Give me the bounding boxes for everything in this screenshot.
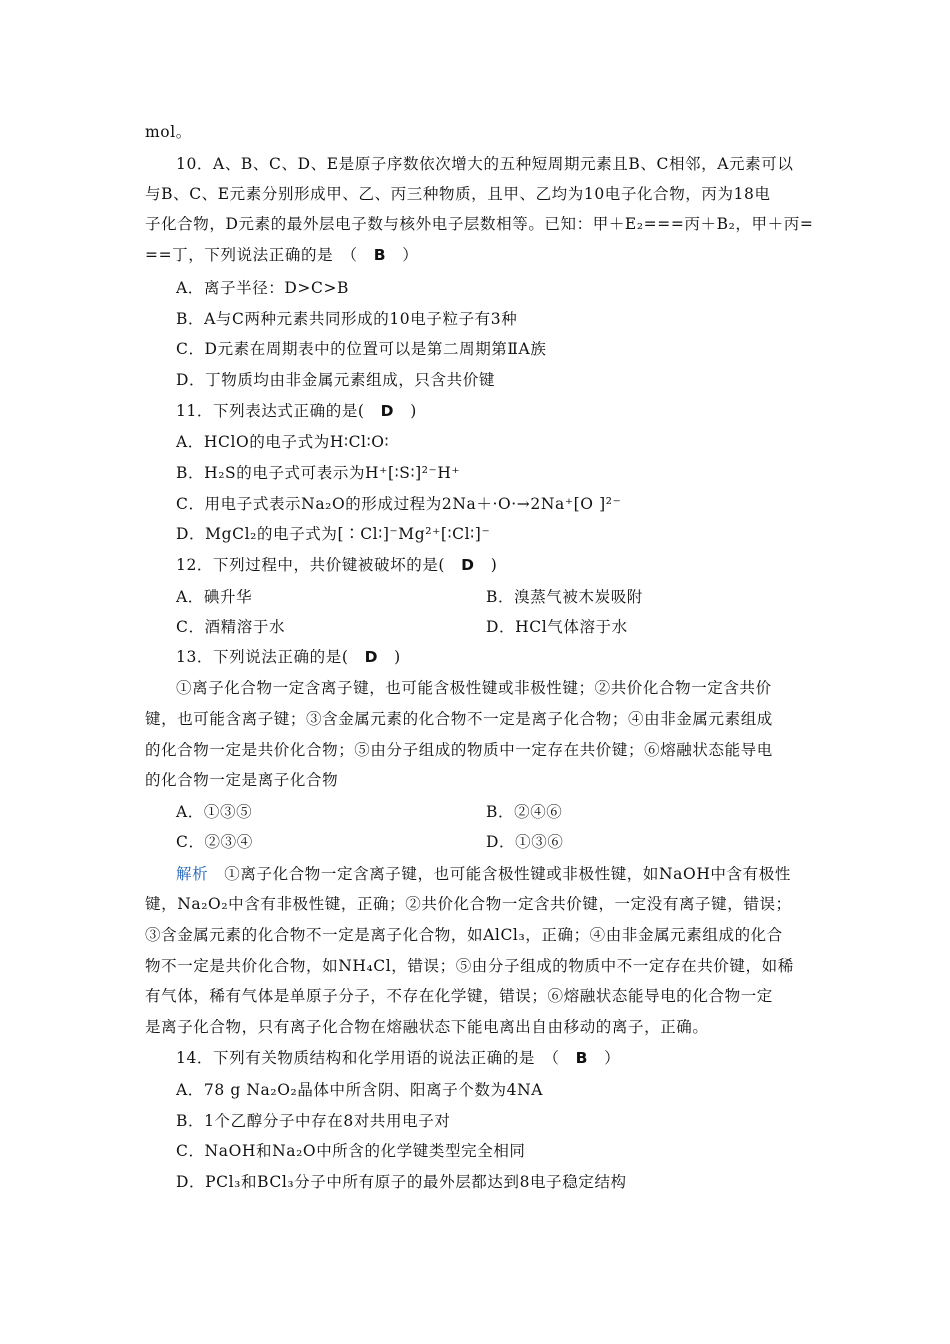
q13-answer: D xyxy=(364,648,379,666)
q11-close: ) xyxy=(394,402,417,420)
q11-option-a: A．HClO的电子式为H∶Cl∶O∶ xyxy=(176,433,390,451)
q13-body-line-2: 键，也可能含离子键；③含金属元素的化合物不一定是离子化合物；④由非金属元素组成 xyxy=(145,710,773,728)
q14-stem-text: 14．下列有关物质结构和化学用语的说法正确的是 （ xyxy=(176,1049,576,1067)
q13-analysis-line-5: 有气体，稀有气体是单原子分子，不存在化学键，错误；⑥熔融状态能导电的化合物一定 xyxy=(145,987,773,1005)
q13-body-line-3: 的化合物一定是共价化合物；⑤由分子组成的物质中一定存在共价键；⑥熔融状态能导电 xyxy=(145,741,773,759)
q12-answer: D xyxy=(461,556,475,574)
q11-option-d: D．MgCl₂的电子式为[∶Cl∶]⁻Mg²⁺[∶Cl∶]⁻ xyxy=(176,525,491,543)
q12-option-a: A．碘升华 xyxy=(176,588,253,606)
q14-answer: B xyxy=(575,1049,588,1067)
q13-analysis-line-3: ③含金属元素的化合物不一定是离子化合物，如AlCl₃，正确；④由非金属元素组成的化合 xyxy=(145,926,783,944)
q13-stem-text: 13．下列说法正确的是( xyxy=(176,648,365,666)
q13-body-line-1: ①离子化合物一定含离子键，也可能含极性键或非极性键；②共价化合物一定含共价 xyxy=(176,679,772,697)
q10-stem-text: ==丁，下列说法正确的是 （ xyxy=(145,246,374,264)
q10-stem-line-1: 10．A、B、C、D、E是原子序数依次增大的五种短周期元素且B、C相邻，A元素可以 xyxy=(176,155,794,173)
q14-option-b: B．1个乙醇分子中存在8对共用电子对 xyxy=(176,1112,451,1130)
q13-analysis-line-1 xyxy=(176,864,846,884)
q10-stem-line-3: 子化合物，D元素的最外层电子数与核外电子层数相等。已知：甲＋E₂===丙＋B₂，甲＋丙= xyxy=(145,215,814,233)
q14-close: ） xyxy=(588,1049,621,1067)
q14-stem xyxy=(176,1048,846,1068)
q12-option-b: B．溴蒸气被木炭吸附 xyxy=(486,588,643,606)
q13-close: ) xyxy=(378,648,401,666)
q10-answer: B xyxy=(373,246,387,264)
q13-option-b: B．②④⑥ xyxy=(486,803,563,821)
q10-close: ） xyxy=(386,246,419,264)
q11-option-b: B．H₂S的电子式可表示为H⁺[∶S∶]²⁻H⁺ xyxy=(176,464,461,482)
q11-stem xyxy=(176,401,846,421)
q13-stem xyxy=(176,647,846,667)
q13-option-c: C．②③④ xyxy=(176,833,253,851)
q13-body-line-4: 的化合物一定是离子化合物 xyxy=(145,771,339,789)
q14-option-c: C．NaOH和Na₂O中所含的化学键类型完全相同 xyxy=(176,1142,526,1160)
q13-analysis-line-6: 是离子化合物，只有离子化合物在熔融状态下能电离出自由移动的离子，正确。 xyxy=(145,1018,709,1036)
q10-option-a: A．离子半径：D>C>B xyxy=(176,279,350,297)
q10-option-c: C．D元素在周期表中的位置可以是第二周期第ⅡA族 xyxy=(176,340,547,358)
q13-analysis-line-4: 物不一定是共价化合物，如NH₄Cl，错误；⑤由分子组成的物质中不一定存在共价键，如稀 xyxy=(145,957,794,975)
q11-stem-text: 11．下列表达式正确的是( xyxy=(176,402,381,420)
q10-option-d: D．丁物质均由非金属元素组成，只含共价键 xyxy=(176,371,495,389)
q12-stem-text: 12．下列过程中，共价键被破坏的是( xyxy=(176,556,462,574)
q13-analysis-text-1: ①离子化合物一定含离子键，也可能含极性键或非极性键，如NaOH中含有极性 xyxy=(208,865,791,883)
q10-option-b: B．A与C两种元素共同形成的10电子粒子有3种 xyxy=(176,310,518,328)
q13-option-a: A．①③⑤ xyxy=(176,803,253,821)
q13-analysis-line-2: 键，Na₂O₂中含有非极性键，正确；②共价化合物一定含共价键，一定没有离子键，错误； xyxy=(145,895,792,913)
q12-option-c: C．酒精溶于水 xyxy=(176,618,286,636)
q13-option-d: D．①③⑥ xyxy=(486,833,564,851)
q12-stem xyxy=(176,555,846,575)
q11-option-c: C．用电子式表示Na₂O的形成过程为2Na＋·O·→2Na⁺[O ]²⁻ xyxy=(176,495,622,513)
q14-option-d: D．PCl₃和BCl₃分子中所有原子的最外层都达到8电子稳定结构 xyxy=(176,1173,627,1191)
q11-answer: D xyxy=(380,402,395,420)
q10-stem-line-2: 与B、C、E元素分别形成甲、乙、丙三种物质，且甲、乙均为10电子化合物，丙为18电 xyxy=(145,185,771,203)
q12-close: ) xyxy=(474,556,498,574)
q14-option-a: A．78 g Na₂O₂晶体中所含阴、阳离子个数为4NA xyxy=(176,1081,544,1099)
q10-stem-line-4 xyxy=(145,245,815,265)
analysis-tag: 解析 xyxy=(176,865,209,883)
top-fragment: mol。 xyxy=(145,123,192,141)
q12-option-d: D．HCl气体溶于水 xyxy=(486,618,628,636)
